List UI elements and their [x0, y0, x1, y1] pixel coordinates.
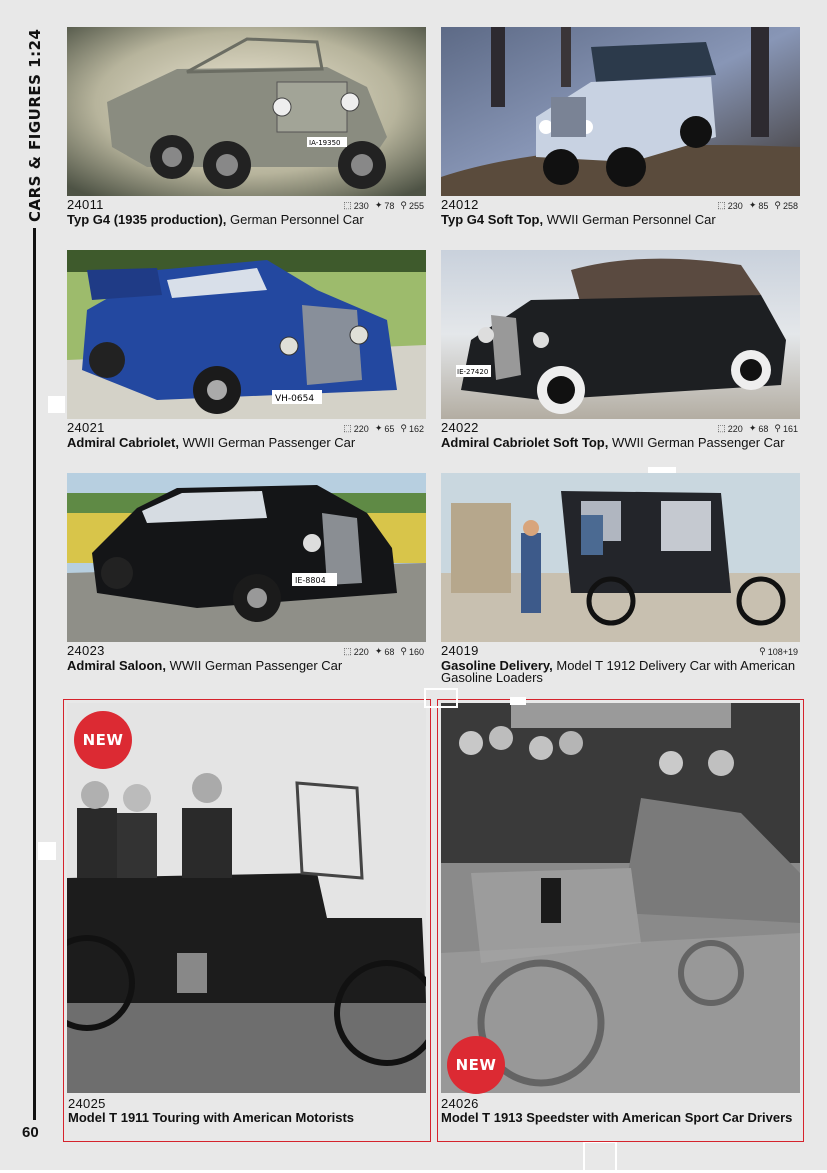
- product-stats: [717, 423, 798, 434]
- license-plate: IE-8804: [295, 576, 326, 585]
- stat-value: 220: [353, 646, 369, 657]
- product-photo: [67, 27, 426, 196]
- deco-square: [583, 1141, 617, 1173]
- new-product-caption: [441, 1096, 800, 1124]
- product-stats: [343, 423, 424, 434]
- page-number: 60: [22, 1124, 39, 1141]
- product-photo: [441, 473, 800, 642]
- parts-tray-icon: ⬚ 220: [717, 423, 743, 434]
- deco-square: [38, 842, 56, 860]
- stat-value: 255: [408, 200, 424, 211]
- product-card-24012[interactable]: [441, 27, 800, 226]
- product-description: Typ G4 (1935 production), German Personnel Car: [67, 212, 364, 227]
- product-code: 24022: [441, 420, 479, 435]
- product-stats: [343, 646, 424, 657]
- product-description: Admiral Cabriolet Soft Top, WWII German Passenger Car: [441, 435, 785, 450]
- product-code: 24011: [67, 197, 104, 212]
- hand-icon: ✦ 68: [748, 423, 769, 434]
- product-meta: [441, 421, 800, 435]
- hand-icon: ✦ 78: [374, 200, 395, 211]
- new-product-caption: [68, 1096, 427, 1124]
- product-code: 24023: [67, 643, 105, 658]
- product-code: 24019: [441, 643, 479, 658]
- product-code: 24012: [441, 197, 479, 212]
- stat-value: 220: [727, 423, 743, 434]
- parts-count-icon: ⚲ 162: [400, 423, 424, 434]
- stat-value: 258: [782, 200, 798, 211]
- product-meta: [441, 198, 800, 212]
- parts-count-icon: ⚲ 161: [774, 423, 798, 434]
- stat-value: 65: [384, 423, 395, 434]
- product-card-24019[interactable]: [441, 473, 800, 684]
- product-card-24023[interactable]: [67, 473, 426, 672]
- product-card-24021[interactable]: [67, 250, 426, 449]
- product-meta: [67, 198, 426, 212]
- parts-tray-icon: ⬚ 230: [343, 200, 369, 211]
- deco-square: [510, 697, 526, 705]
- stat-value: 85: [758, 200, 769, 211]
- product-photo: [67, 473, 426, 642]
- product-card-24022[interactable]: [441, 250, 800, 449]
- stat-value: 68: [384, 646, 395, 657]
- stat-value: 78: [384, 200, 395, 211]
- license-plate: VH-0654: [275, 394, 315, 404]
- new-badge: NEW: [74, 711, 132, 769]
- product-description: Admiral Saloon, WWII German Passenger Car: [67, 658, 343, 673]
- product-description: Model T 1913 Speedster with American Sport Car Drivers: [441, 1110, 793, 1125]
- product-code: 24026: [441, 1096, 479, 1111]
- hand-icon: ✦ 85: [748, 200, 769, 211]
- product-stats: [759, 646, 798, 657]
- stat-value: 230: [727, 200, 743, 211]
- stat-value: 68: [758, 423, 769, 434]
- stat-value: 162: [408, 423, 424, 434]
- new-badge: NEW: [447, 1036, 505, 1094]
- stat-value: 220: [353, 423, 369, 434]
- side-rule: [33, 228, 36, 1120]
- product-description: Gasoline Delivery, Model T 1912 Delivery Car with American Gasoline Loaders: [441, 658, 796, 685]
- side-title: CARS & FIGURES 1:24: [26, 28, 44, 222]
- product-code: 24025: [68, 1096, 106, 1111]
- product-stats: [343, 200, 424, 211]
- product-meta: [67, 421, 426, 435]
- product-photo: [67, 250, 426, 419]
- new-product-frame-24025[interactable]: [63, 699, 431, 1142]
- product-stats: [717, 200, 798, 211]
- parts-tray-icon: ⬚ 220: [343, 423, 369, 434]
- parts-tray-icon: ⬚ 220: [343, 646, 369, 657]
- deco-square: [48, 396, 65, 413]
- product-photo: [441, 250, 800, 419]
- parts-tray-icon: ⬚ 230: [717, 200, 743, 211]
- product-photo: [441, 27, 800, 196]
- parts-count-icon: ⚲ 108+19: [759, 646, 798, 657]
- hand-icon: ✦ 68: [374, 646, 395, 657]
- parts-count-icon: ⚲ 255: [400, 200, 424, 211]
- product-description: Model T 1911 Touring with American Motorists: [68, 1110, 355, 1125]
- license-plate: IE-27420: [457, 368, 489, 376]
- product-photo: [441, 703, 800, 1093]
- license-plate: IA-19350: [309, 139, 341, 147]
- stat-value: 108+19: [767, 646, 798, 657]
- new-product-frame-24026[interactable]: [437, 699, 804, 1142]
- product-card-24011[interactable]: [67, 27, 426, 226]
- product-meta: [441, 644, 800, 658]
- stat-value: 160: [408, 646, 424, 657]
- product-meta: [67, 644, 426, 658]
- deco-square: [424, 688, 458, 708]
- stat-value: 230: [353, 200, 369, 211]
- parts-count-icon: ⚲ 258: [774, 200, 798, 211]
- product-description: Admiral Cabriolet, WWII German Passenger Car: [67, 435, 356, 450]
- parts-count-icon: ⚲ 160: [400, 646, 424, 657]
- stat-value: 161: [782, 423, 798, 434]
- hand-icon: ✦ 65: [374, 423, 395, 434]
- product-description: Typ G4 Soft Top, WWII German Personnel Car: [441, 212, 716, 227]
- product-code: 24021: [67, 420, 105, 435]
